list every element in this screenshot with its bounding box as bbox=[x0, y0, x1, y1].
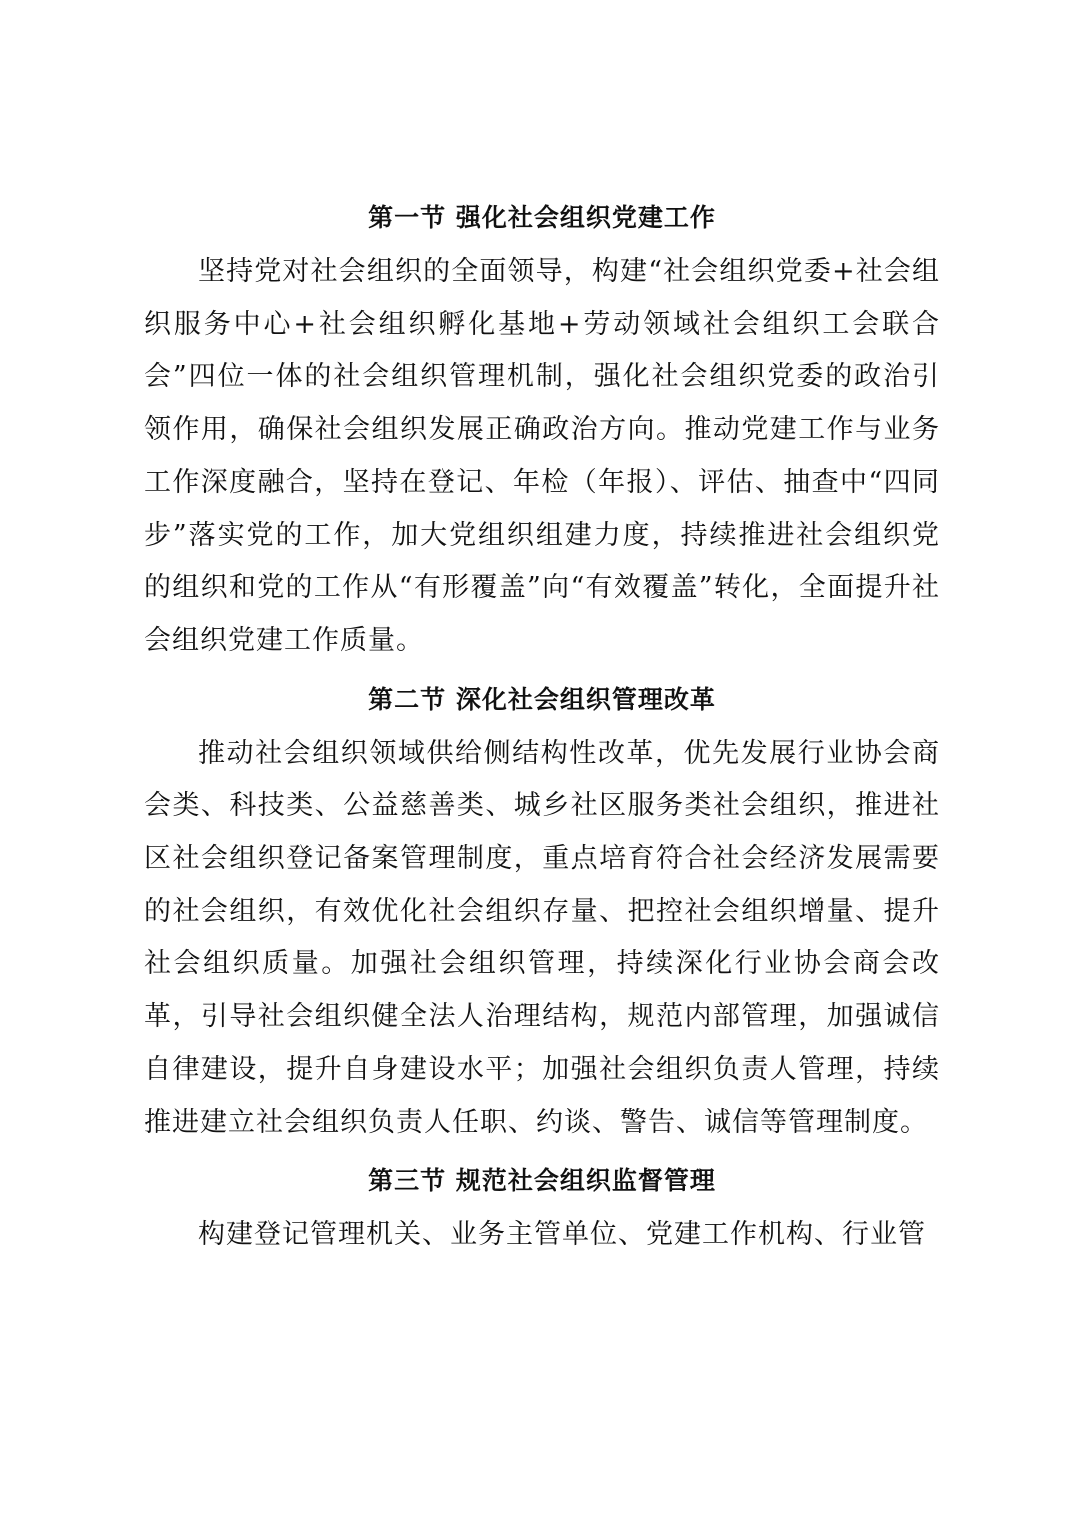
section-3-heading: 第三节 规范社会组织监督管理 bbox=[368, 1166, 716, 1196]
section-3-paragraph: 构建登记管理机关、业务主管单位、党建工作机构、行业管 bbox=[198, 1219, 926, 1251]
section-1-paragraph: 坚持党对社会组织的全面领导，构建“社会组织党委+社会组织服务中心+社会组织孵化基地+劳动领域社会组织工会联合会”四位一体的社会组织管理机制，强化社会组织党委的政治引领作用，确保社会组织发展正确政治方向。推动党建工作与业务工作深度融合，坚持在登记、年检（年报）、评估、抽查中“四同步”落实党的工作，加大党组织组建力度，持续推进社会组织党的组织和党的工作从“有形覆盖”向“有效覆盖”转化，全面提升社会组织党建工作质量。 bbox=[144, 256, 940, 656]
section-2-heading: 第二节 深化社会组织管理改革 bbox=[368, 684, 716, 714]
section-2-paragraph: 推动社会组织领域供给侧结构性改革，优先发展行业协会商会类、科技类、公益慈善类、城乡社区服务类社会组织，推进社区社会组织登记备案管理制度，重点培育符合社会经济发展需要的社会组织，有效优化社会组织存量、把控社会组织增量、提升社会组织质量。加强社会组织管理，持续深化行业协会商会改革，引导社会组织健全法人治理结构，规范内部管理，加强诚信自律建设，提升自身建设水平；加强社会组织负责人管理，持续推进建立社会组织负责人任职、约谈、警告、诚信等管理制度。 bbox=[144, 737, 940, 1138]
section-1-heading: 第一节 强化社会组织党建工作 bbox=[368, 203, 716, 232]
page-content bbox=[144, 190, 940, 1262]
